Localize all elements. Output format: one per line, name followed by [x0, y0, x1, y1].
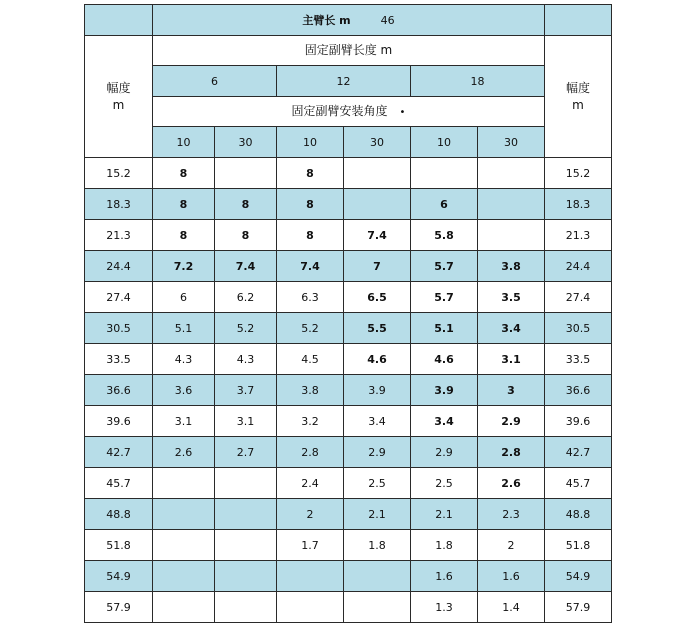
- jib-length-6: 6: [153, 66, 277, 97]
- main-boom-label: 主臂长 m: [302, 13, 351, 27]
- load-value-cell: 1.6: [478, 561, 545, 592]
- load-value-cell: 8: [153, 158, 215, 189]
- load-value-cell: 6.2: [215, 282, 277, 313]
- load-value-cell: 8: [153, 220, 215, 251]
- radius-cell-left: 57.9: [85, 592, 153, 623]
- radius-cell-left: 48.8: [85, 499, 153, 530]
- load-value-cell: 4.5: [277, 344, 344, 375]
- load-value-cell: 3.4: [344, 406, 411, 437]
- load-value-cell: [215, 592, 277, 623]
- load-value-cell: 3.7: [215, 375, 277, 406]
- load-value-cell: 8: [215, 189, 277, 220]
- load-value-cell: [215, 158, 277, 189]
- table-row: [85, 499, 612, 530]
- radius-cell-left: 15.2: [85, 158, 153, 189]
- load-value-cell: 7.4: [215, 251, 277, 282]
- load-value-cell: 8: [277, 220, 344, 251]
- load-value-cell: 3.8: [277, 375, 344, 406]
- table-row: [85, 313, 612, 344]
- radius-cell-left: 18.3: [85, 189, 153, 220]
- load-value-cell: 3: [478, 375, 545, 406]
- radius-cell-left: 39.6: [85, 406, 153, 437]
- load-value-cell: [215, 468, 277, 499]
- load-value-cell: 6: [153, 282, 215, 313]
- angle-header-cell: 10: [153, 127, 215, 158]
- load-value-cell: 8: [277, 158, 344, 189]
- load-value-cell: 2: [478, 530, 545, 561]
- radius-label: 幅度: [565, 80, 590, 95]
- load-value-cell: [277, 592, 344, 623]
- fixed-jib-length-header: 固定副臂长度 m: [153, 36, 545, 66]
- radius-cell-right: 45.7: [545, 468, 612, 499]
- radius-cell-left: 30.5: [85, 313, 153, 344]
- radius-cell-right: 54.9: [545, 561, 612, 592]
- load-value-cell: 2.8: [277, 437, 344, 468]
- load-value-cell: 5.8: [411, 220, 478, 251]
- load-value-cell: 1.6: [411, 561, 478, 592]
- table-row: [85, 561, 612, 592]
- radius-cell-right: 39.6: [545, 406, 612, 437]
- load-value-cell: [153, 530, 215, 561]
- radius-cell-left: 45.7: [85, 468, 153, 499]
- load-value-cell: 3.6: [153, 375, 215, 406]
- angle-header-cell: 10: [411, 127, 478, 158]
- radius-cell-left: 36.6: [85, 375, 153, 406]
- load-value-cell: 1.8: [411, 530, 478, 561]
- load-value-cell: [478, 158, 545, 189]
- radius-cell-right: 15.2: [545, 158, 612, 189]
- main-boom-header: [153, 5, 545, 36]
- radius-cell-right: 18.3: [545, 189, 612, 220]
- install-angle-header: [153, 97, 545, 127]
- jib-length-18: 18: [411, 66, 545, 97]
- table-row: [85, 189, 612, 220]
- load-value-cell: 2.6: [478, 468, 545, 499]
- load-value-cell: 7: [344, 251, 411, 282]
- load-value-cell: [153, 592, 215, 623]
- load-value-cell: 5.1: [411, 313, 478, 344]
- table-row: [85, 592, 612, 623]
- table-row: [85, 220, 612, 251]
- load-value-cell: [478, 220, 545, 251]
- radius-cell-right: 42.7: [545, 437, 612, 468]
- load-value-cell: 2.8: [478, 437, 545, 468]
- angle-header-cell: 30: [344, 127, 411, 158]
- radius-cell-left: 21.3: [85, 220, 153, 251]
- load-value-cell: 2.9: [411, 437, 478, 468]
- load-value-cell: 2.5: [411, 468, 478, 499]
- table-row: [85, 406, 612, 437]
- radius-cell-right: 48.8: [545, 499, 612, 530]
- table-row: [85, 158, 612, 189]
- radius-header-right: [545, 36, 612, 158]
- load-value-cell: [277, 561, 344, 592]
- degree-symbol: •: [399, 106, 406, 118]
- radius-header-left: [85, 36, 153, 158]
- load-value-cell: 2.9: [344, 437, 411, 468]
- load-value-cell: [478, 189, 545, 220]
- load-value-cell: 6.3: [277, 282, 344, 313]
- load-value-cell: 3.1: [153, 406, 215, 437]
- load-value-cell: 3.2: [277, 406, 344, 437]
- load-value-cell: 5.1: [153, 313, 215, 344]
- load-value-cell: 3.1: [478, 344, 545, 375]
- load-value-cell: 2.9: [478, 406, 545, 437]
- radius-cell-right: 51.8: [545, 530, 612, 561]
- load-value-cell: 2: [277, 499, 344, 530]
- radius-cell-left: 24.4: [85, 251, 153, 282]
- load-value-cell: [215, 499, 277, 530]
- load-value-cell: 3.9: [344, 375, 411, 406]
- load-value-cell: 1.8: [344, 530, 411, 561]
- install-angle-label: 固定副臂安装角度: [291, 103, 388, 118]
- jib-length-12: 12: [277, 66, 411, 97]
- load-value-cell: 5.7: [411, 282, 478, 313]
- main-boom-value: 46: [380, 13, 395, 27]
- load-value-cell: 3.4: [411, 406, 478, 437]
- radius-cell-right: 33.5: [545, 344, 612, 375]
- load-value-cell: 2.6: [153, 437, 215, 468]
- load-value-cell: 8: [215, 220, 277, 251]
- load-value-cell: 8: [153, 189, 215, 220]
- load-value-cell: 2.7: [215, 437, 277, 468]
- load-value-cell: 8: [277, 189, 344, 220]
- load-value-cell: 1.3: [411, 592, 478, 623]
- load-value-cell: 1.4: [478, 592, 545, 623]
- angle-header-cell: 30: [478, 127, 545, 158]
- load-value-cell: 4.3: [153, 344, 215, 375]
- radius-cell-right: 36.6: [545, 375, 612, 406]
- load-value-cell: [153, 499, 215, 530]
- load-value-cell: 2.1: [411, 499, 478, 530]
- radius-cell-right: 30.5: [545, 313, 612, 344]
- load-value-cell: 3.8: [478, 251, 545, 282]
- load-value-cell: 3.9: [411, 375, 478, 406]
- angle-header-cell: 10: [277, 127, 344, 158]
- load-value-cell: 3.5: [478, 282, 545, 313]
- load-value-cell: 7.4: [344, 220, 411, 251]
- load-value-cell: [344, 189, 411, 220]
- radius-cell-left: 33.5: [85, 344, 153, 375]
- radius-cell-right: 21.3: [545, 220, 612, 251]
- radius-unit: m: [572, 97, 584, 112]
- load-value-cell: 2.1: [344, 499, 411, 530]
- radius-unit: m: [112, 97, 125, 112]
- radius-label: 幅度: [106, 80, 131, 95]
- load-value-cell: 5.2: [277, 313, 344, 344]
- radius-cell-left: 27.4: [85, 282, 153, 313]
- load-value-cell: [344, 592, 411, 623]
- load-value-cell: 3.1: [215, 406, 277, 437]
- corner-cell-left: [85, 5, 153, 36]
- load-value-cell: [153, 468, 215, 499]
- radius-cell-left: 42.7: [85, 437, 153, 468]
- load-value-cell: [215, 530, 277, 561]
- table-row: [85, 344, 612, 375]
- load-value-cell: [344, 158, 411, 189]
- load-value-cell: 2.5: [344, 468, 411, 499]
- load-value-cell: [411, 158, 478, 189]
- radius-cell-right: 27.4: [545, 282, 612, 313]
- radius-cell-right: 57.9: [545, 592, 612, 623]
- table-row: [85, 437, 612, 468]
- table-row: [85, 375, 612, 406]
- load-value-cell: 5.5: [344, 313, 411, 344]
- load-value-cell: 4.6: [411, 344, 478, 375]
- table-row: [85, 530, 612, 561]
- load-value-cell: [344, 561, 411, 592]
- angle-header-cell: 30: [215, 127, 277, 158]
- corner-cell-right: [545, 5, 612, 36]
- load-value-cell: 4.3: [215, 344, 277, 375]
- radius-cell-right: 24.4: [545, 251, 612, 282]
- table-row: [85, 251, 612, 282]
- load-value-cell: 6.5: [344, 282, 411, 313]
- load-value-cell: 2.3: [478, 499, 545, 530]
- load-value-cell: 3.4: [478, 313, 545, 344]
- load-chart-table: [84, 4, 612, 623]
- load-value-cell: 7.2: [153, 251, 215, 282]
- load-value-cell: 1.7: [277, 530, 344, 561]
- load-value-cell: 5.7: [411, 251, 478, 282]
- radius-cell-left: 51.8: [85, 530, 153, 561]
- radius-cell-left: 54.9: [85, 561, 153, 592]
- load-value-cell: 6: [411, 189, 478, 220]
- table-row: [85, 468, 612, 499]
- load-value-cell: 4.6: [344, 344, 411, 375]
- load-value-cell: 7.4: [277, 251, 344, 282]
- table-row: [85, 282, 612, 313]
- load-value-cell: [153, 561, 215, 592]
- load-value-cell: 5.2: [215, 313, 277, 344]
- load-value-cell: 2.4: [277, 468, 344, 499]
- load-value-cell: [215, 561, 277, 592]
